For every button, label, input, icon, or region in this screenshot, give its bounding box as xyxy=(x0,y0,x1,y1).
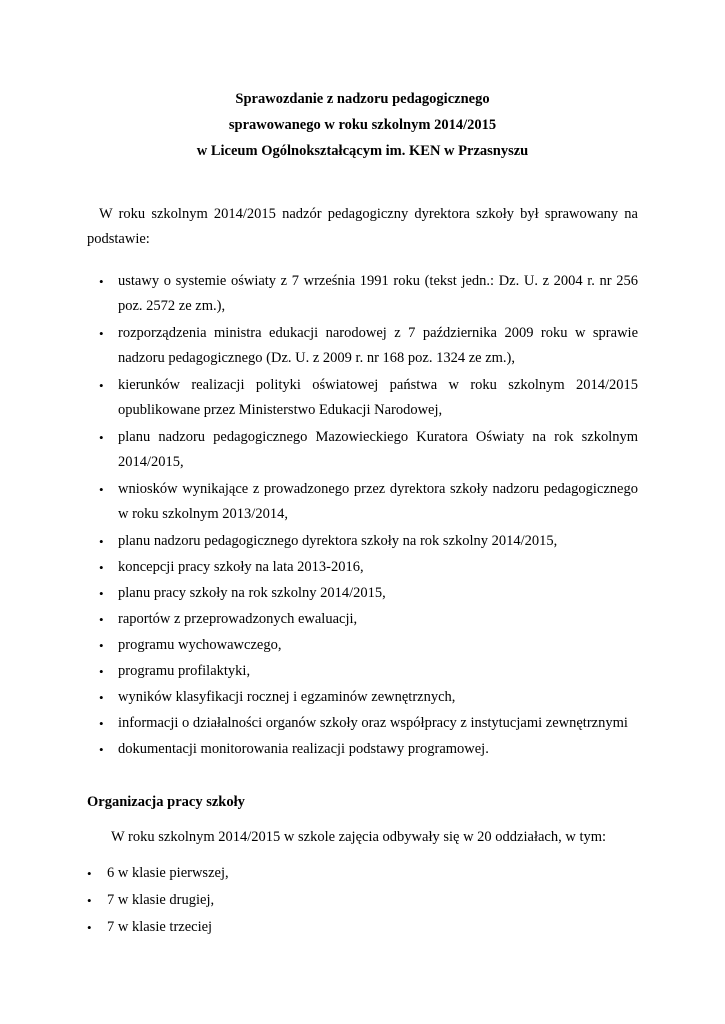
bullet-icon: • xyxy=(99,664,104,679)
basis-list xyxy=(0,269,725,763)
list-item-text: rozporządzenia ministra edukacji narodowej z 7 października 2009 roku w sprawie nadzoru pedagogicznego (Dz. U. z 2009 r. nr 168 poz. 1324 ze zm.), xyxy=(118,325,638,366)
list-item xyxy=(0,581,725,606)
list-item-text: programu wychowawczego, xyxy=(118,637,282,653)
list-item-text: koncepcji pracy szkoły na lata 2013-2016, xyxy=(118,559,364,575)
list-item-text: raportów z przeprowadzonych ewaluacji, xyxy=(118,611,358,627)
list-item xyxy=(0,269,725,319)
list-item xyxy=(0,529,725,554)
list-item xyxy=(0,321,725,371)
list-item-text: planu nadzoru pedagogicznego dyrektora szkoły na rok szkolny 2014/2015, xyxy=(118,533,558,549)
list-item-text: wyników klasyfikacji rocznej i egzaminów zewnętrznych, xyxy=(118,689,456,705)
list-item-text: programu profilaktyki, xyxy=(118,663,251,679)
list-item-text: planu pracy szkoły na rok szkolny 2014/2015, xyxy=(118,585,386,601)
bullet-icon: • xyxy=(99,638,104,653)
bullet-icon: • xyxy=(99,534,104,549)
bullet-icon: • xyxy=(99,326,104,341)
list-item xyxy=(0,711,725,736)
list-item xyxy=(0,915,725,940)
list-item-text: 6 w klasie pierwszej, xyxy=(107,865,229,881)
list-item xyxy=(0,373,725,423)
bullet-icon: • xyxy=(87,893,92,908)
class-list xyxy=(0,861,725,942)
list-item xyxy=(0,861,725,886)
section-intro: W roku szkolnym 2014/2015 w szkole zajęcia odbywały się w 20 oddziałach, w tym: xyxy=(111,829,607,845)
list-item xyxy=(0,685,725,710)
list-item xyxy=(0,477,725,527)
list-item xyxy=(0,633,725,658)
bullet-icon: • xyxy=(87,866,92,881)
list-item-text: ustawy o systemie oświaty z 7 września 1991 roku (tekst jedn.: Dz. U. z 2004 r. nr 256 poz. 2572 ze zm.), xyxy=(118,273,638,314)
title-line-3: w Liceum Ogólnokształcącym im. KEN w Przasnyszu xyxy=(196,143,529,159)
list-item-text: 7 w klasie trzeciej xyxy=(107,919,213,935)
list-item-text: planu nadzoru pedagogicznego Mazowieckiego Kuratora Oświaty na rok szkolnym 2014/2015, xyxy=(118,429,638,470)
list-item xyxy=(0,888,725,913)
title-line-2: sprawowanego w roku szkolnym 2014/2015 xyxy=(228,117,497,133)
bullet-icon: • xyxy=(99,378,104,393)
list-item-text: wniosków wynikające z prowadzonego przez dyrektora szkoły nadzoru pedagogicznego w roku szkolnym 2013/2014, xyxy=(118,481,638,522)
document-title xyxy=(0,86,725,164)
title-line-1: Sprawozdanie z nadzoru pedagogicznego xyxy=(235,91,490,107)
bullet-icon: • xyxy=(99,716,104,731)
bullet-icon: • xyxy=(99,560,104,575)
bullet-icon: • xyxy=(99,612,104,627)
bullet-icon: • xyxy=(99,274,104,289)
list-item xyxy=(0,737,725,762)
bullet-icon: • xyxy=(99,586,104,601)
list-item-text: informacji o działalności organów szkoły oraz współpracy z instytucjami zewnętrznymi xyxy=(118,715,628,731)
intro-paragraph: W roku szkolnym 2014/2015 nadzór pedagogiczny dyrektora szkoły był sprawowany na podstawie: xyxy=(87,206,638,247)
list-item xyxy=(0,659,725,684)
section-heading: Organizacja pracy szkoły xyxy=(87,794,245,810)
bullet-icon: • xyxy=(99,482,104,497)
bullet-icon: • xyxy=(99,742,104,757)
list-item xyxy=(0,425,725,475)
bullet-icon: • xyxy=(99,430,104,445)
list-item xyxy=(0,555,725,580)
list-item-text: kierunków realizacji polityki oświatowej państwa w roku szkolnym 2014/2015 opublikowane przez Ministerstwo Edukacji Narodowej, xyxy=(118,377,638,418)
bullet-icon: • xyxy=(99,690,104,705)
bullet-icon: • xyxy=(87,920,92,935)
list-item-text: dokumentacji monitorowania realizacji podstawy programowej. xyxy=(118,741,489,757)
list-item-text: 7 w klasie drugiej, xyxy=(107,892,215,908)
list-item xyxy=(0,607,725,632)
